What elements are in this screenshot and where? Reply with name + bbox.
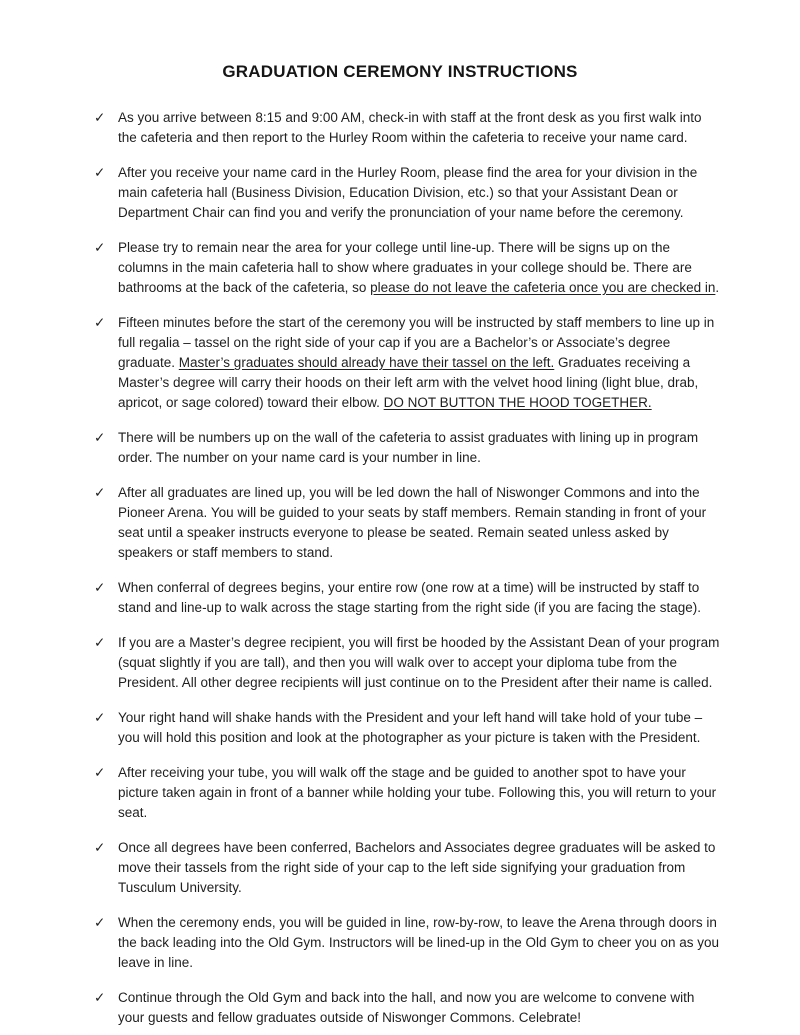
instruction-text [118, 428, 722, 468]
text-run: As you arrive between 8:15 and 9:00 AM, check-in with staff at the front desk as you first walk into the cafeteria and then report to the Hurley Room within the cafeteria to receive your name card. [118, 110, 702, 145]
instruction-text [118, 988, 722, 1028]
text-run: . [715, 280, 720, 295]
instruction-text [118, 313, 722, 413]
text-run: Your right hand will shake hands with the President and your left hand will take hold of your tube – you will hold this position and look at the photographer as your picture is taken with the President. [118, 710, 703, 745]
instruction-text [118, 108, 722, 148]
instruction-item [78, 108, 722, 148]
checkmark-icon: ✓ [94, 430, 106, 445]
checkmark-icon: ✓ [94, 915, 106, 930]
checkmark-icon: ✓ [94, 315, 106, 330]
text-run: When the ceremony ends, you will be guided in line, row-by-row, to leave the Arena through doors in the back leading into the Old Gym. Instructors will be lined-up in the Old Gym to cheer you on as you leave in line. [118, 915, 720, 970]
underlined-text-run: please do not leave the cafeteria once you are checked in [370, 280, 716, 295]
instruction-text [118, 763, 722, 823]
text-run: Graduates receiving a Master’s degree will carry their hoods on their left arm with the velvet hood lining (light blue, drab, apricot, or sage colored) toward their elbow. [118, 355, 699, 410]
text-run: After you receive your name card in the Hurley Room, please find the area for your division in the main cafeteria hall (Business Division, Education Division, etc.) so that your Assistant Dean or Department Chair can find you and verify the pronunciation of your name before the ceremony. [118, 165, 698, 220]
instruction-text [118, 483, 722, 563]
instruction-item [78, 763, 722, 823]
instruction-item [78, 483, 722, 563]
instruction-item [78, 838, 722, 898]
checkmark-icon: ✓ [94, 240, 106, 255]
document-title: GRADUATION CEREMONY INSTRUCTIONS [222, 62, 578, 81]
instruction-text [118, 708, 722, 748]
instruction-item [78, 428, 722, 468]
instruction-item [78, 988, 722, 1028]
instruction-text [118, 238, 722, 298]
instruction-text [118, 633, 722, 693]
text-run: After receiving your tube, you will walk off the stage and be guided to another spot to have your picture taken again in front of a banner while holding your tube. Following this, you will return to your seat. [118, 765, 717, 820]
checkmark-icon: ✓ [94, 840, 106, 855]
checkmark-icon: ✓ [94, 765, 106, 780]
checkmark-icon: ✓ [94, 580, 106, 595]
checkmark-icon: ✓ [94, 710, 106, 725]
text-run: Continue through the Old Gym and back into the hall, and now you are welcome to convene with your guests and fellow graduates outside of Niswonger Commons. Celebrate! [118, 990, 695, 1025]
instruction-item [78, 313, 722, 413]
instruction-item [78, 578, 722, 618]
checkmark-icon: ✓ [94, 110, 106, 125]
instruction-item [78, 708, 722, 748]
instruction-text [118, 163, 722, 223]
checkmark-icon: ✓ [94, 485, 106, 500]
instruction-item [78, 238, 722, 298]
bullet-list [78, 108, 722, 1028]
text-run: Once all degrees have been conferred, Bachelors and Associates degree graduates will be asked to move their tassels from the right side of your cap to the left side signifying your graduation from Tusculum University. [118, 840, 716, 895]
checkmark-icon: ✓ [94, 990, 106, 1005]
instruction-item [78, 163, 722, 223]
checkmark-icon: ✓ [94, 635, 106, 650]
instruction-item [78, 633, 722, 693]
underlined-text-run: DO NOT BUTTON THE HOOD TOGETHER. [383, 395, 652, 410]
text-run: After all graduates are lined up, you will be led down the hall of Niswonger Commons and into the Pioneer Arena. You will be guided to your seats by staff members. Remain standing in front of your seat until a speaker instructs everyone to please be seated. Remain seated unless asked by speakers or staff members to stand. [118, 485, 707, 560]
instruction-text [118, 913, 722, 973]
text-run: If you are a Master’s degree recipient, you will first be hooded by the Assistant Dean of your program (squat slightly if you are tall), and then you will walk over to accept your diploma tube from the President. All other degree recipients will just continue on to the President after their name is called. [118, 635, 720, 690]
text-run: Please try to remain near the area for your college until line-up. There will be signs up on the columns in the main cafeteria hall to show where graduates in your college should be. There are bathrooms at the back of the cafeteria, so [118, 240, 692, 295]
checkmark-icon: ✓ [94, 165, 106, 180]
text-run: When conferral of degrees begins, your entire row (one row at a time) will be instructed by staff to stand and line-up to walk across the stage starting from the right side (if you are facing the stage). [118, 580, 702, 615]
instruction-text [118, 578, 722, 618]
instruction-text [118, 838, 722, 898]
text-run: There will be numbers up on the wall of the cafeteria to assist graduates with lining up in program order. The number on your name card is your number in line. [118, 430, 699, 465]
instruction-item [78, 913, 722, 973]
text-run: Fifteen minutes before the start of the ceremony you will be instructed by staff members to line up in full regalia – tassel on the right side of your cap if you are a Bachelor’s or Associate’s degree graduate. [118, 315, 715, 370]
underlined-text-run: Master’s graduates should already have their tassel on the left. [178, 355, 555, 370]
